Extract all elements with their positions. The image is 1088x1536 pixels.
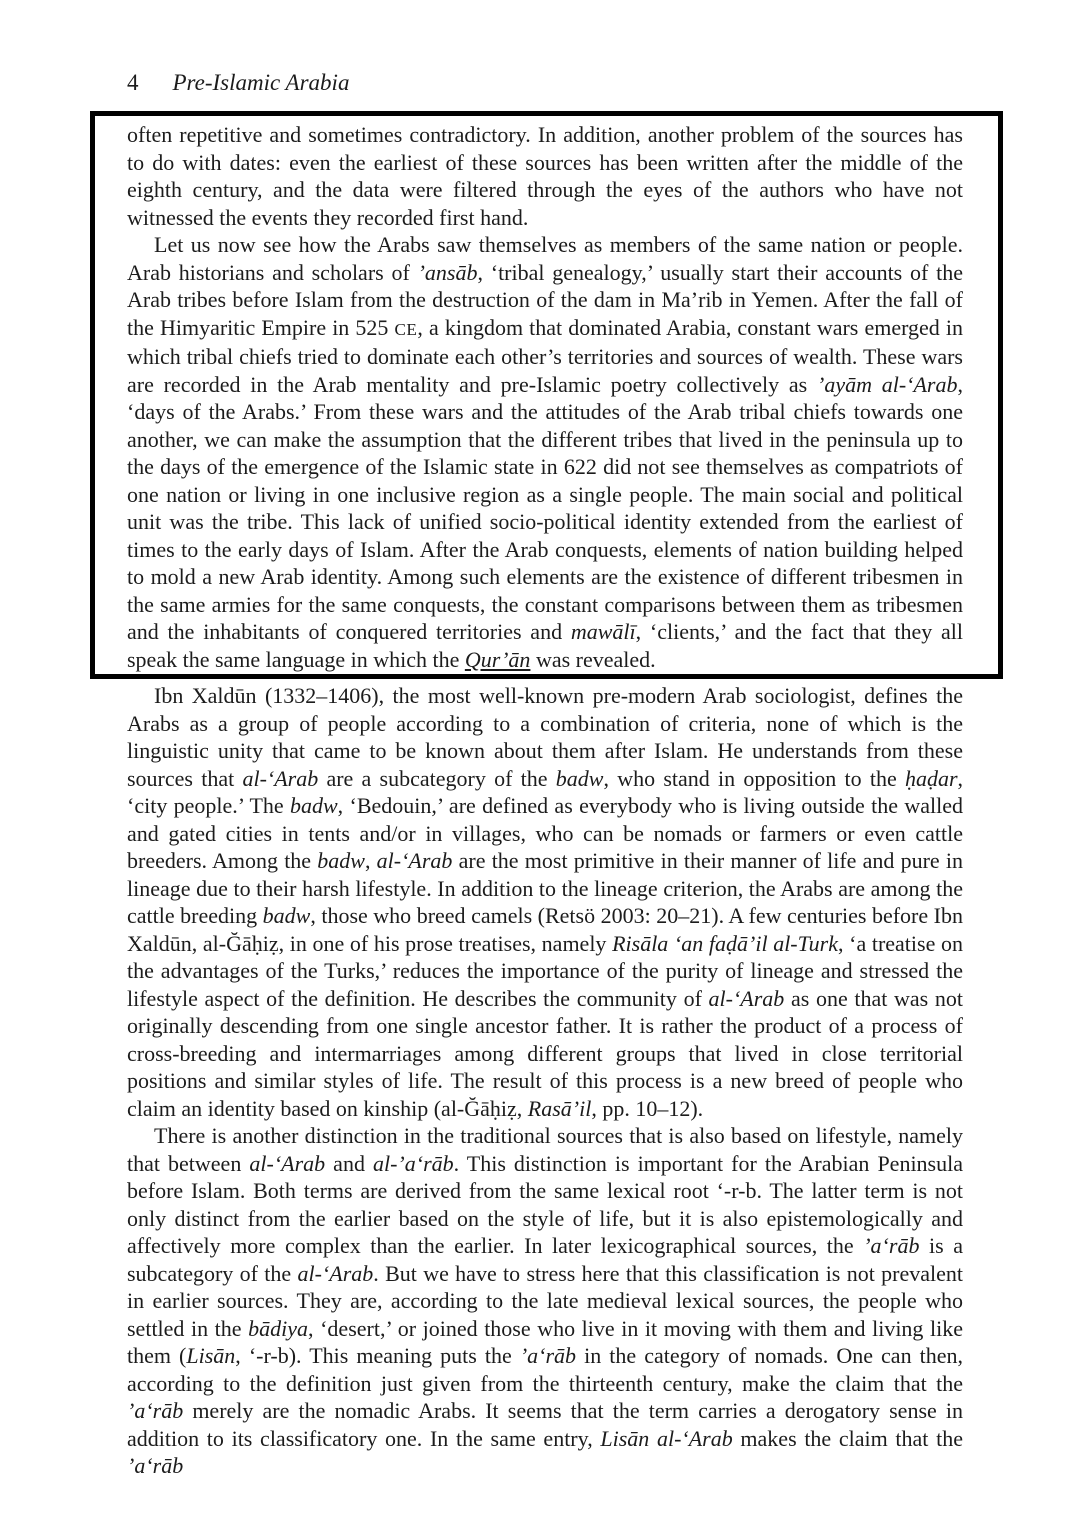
text-segment: badw [262, 903, 311, 928]
text-segment: , pp. 10–12). [591, 1095, 704, 1121]
text-segment: CE [394, 319, 418, 339]
text-segment: al-‘Arab [708, 985, 785, 1011]
text-segment: al-‘Arab [242, 765, 319, 791]
text-segment: as one that was not originally descending from one single ancestor father. It is rather the product of a process of cross-breeding and intermarriages among different groups that lived in close territorial positions and similar styles of life. The result of this process is a new breed of people who claim an identity based on kinship (al-Ğāḥiẓ, [127, 985, 963, 1121]
text-segment: badw [555, 765, 604, 791]
text-segment: Let us now see how the Arabs saw themselves as members of the same nation or people. Arab historians and scholars of [127, 232, 963, 285]
text-segment: , ‘city people.’ The [127, 765, 964, 818]
text-segment: ḥaḍar [904, 765, 958, 791]
text-segment: bādiya [248, 1315, 309, 1341]
text-segment: Qur’ān [464, 646, 531, 672]
main-text-block [90, 679, 1003, 1480]
text-segment: , ‘clients,’ and the fact that they all speak the same language in which the [127, 619, 963, 672]
text-segment: , [364, 848, 377, 873]
paragraph [127, 231, 963, 673]
text-segment: often repetitive and sometimes contradictory. In addition, another problem of the sources has to do with dates: even the earliest of these sources has been written after the middle of the eighth century, and the data were filtered through the eyes of the authors who have not witnessed the events they recorded first hand. [127, 122, 963, 230]
text-segment: is a subcategory of the [127, 1233, 963, 1286]
text-segment: merely are the nomadic Arabs. It seems that the term carries a derogatory sense in addition to its classificatory one. In the same entry, [127, 1398, 963, 1451]
text-segment: ’a‘rāb [127, 1398, 184, 1423]
text-segment: makes the claim that the [732, 1425, 963, 1451]
selection-rectangle [90, 111, 1003, 679]
running-title: Pre-Islamic Arabia [172, 70, 350, 95]
text-segment: ’a‘rāb [519, 1343, 577, 1368]
text-segment: , ‘tribal genealogy,’ usually start their accounts of the Arab tribes before Islam from the destruction of the dam in Ma’rib in Yemen. After the fall of the Himyaritic Empire in 525 [127, 259, 963, 340]
text-segment: ’a‘rāb [127, 1453, 184, 1478]
page-number: 4 [127, 70, 139, 95]
text-segment: , who stand in opposition to the [603, 765, 905, 791]
text-segment: , ‘desert,’ or joined those who live in it moving with them and living like them ( [127, 1315, 963, 1368]
text-segment: ’a‘rāb [863, 1233, 920, 1258]
text-segment: , a kingdom that dominated Arabia, constant wars emerged in which tribal chiefs tried to dominate each other’s territories and sources of wealth. These wars are recorded in the Arab mentality and pre-Islamic poetry collectively as [127, 314, 963, 397]
text-segment: was revealed. [530, 646, 656, 672]
text-segment: in the category of nomads. One can then, according to the definition just given from the thirteenth century, make the claim that the [127, 1343, 964, 1396]
text-segment: and [325, 1150, 373, 1176]
body-text-column [90, 111, 1003, 1480]
text-segment: al-‘Arab [376, 848, 453, 873]
text-segment: are a subcategory of the [318, 765, 556, 791]
paragraph [127, 121, 963, 231]
text-segment: Risāla ‘an faḍā’il al-Turk [612, 930, 838, 956]
text-segment: Rasā’il [527, 1095, 592, 1121]
text-segment: al-‘Arab [297, 1260, 374, 1286]
text-segment: . This distinction is important for the Arabian Peninsula before Islam. Both terms are derived from the same lexical root ‘-r-b. The latter term is not only distinct from the earlier based on the style of life, but it is also epistemologically and affectively more complex than the earlier. In later lexicographical sources, the [127, 1150, 963, 1258]
text-segment: al-’a‘rāb [372, 1150, 454, 1176]
text-segment: Ibn Xaldūn (1332–1406), the most well-known pre-modern Arab sociologist, defines the Arabs as a group of people according to a combination of criteria, none of which is the linguistic unity that came to be known about them after Islam. He understands from these sources that [127, 683, 963, 791]
text-segment: , ‘-r-b). This meaning puts the [235, 1343, 520, 1368]
text-segment: ’ansāb [417, 259, 478, 285]
running-header [127, 70, 349, 96]
paragraph [127, 1122, 963, 1480]
text-segment: al-‘Arab [249, 1150, 326, 1176]
paragraph [127, 682, 963, 1122]
text-segment: , ‘Bedouin,’ are defined as everybody who is living outside the walled and gated cities in tents and/or in villages, who can be nomads or farmers or even cattle breeders. Among the [127, 793, 963, 873]
text-segment: . But we have to stress here that this classification is not prevalent in earlier sources. They are, according to the late medieval lexical sources, the people who settled in the [127, 1260, 963, 1341]
text-segment: , ‘days of the Arabs.’ From these wars and the attitudes of the Arab tribal chiefs towards one another, we can make the assumption that the different tribes that lived in the peninsula up to the days of the emergence of the Islamic state in 622 did not see themselves as compatriots of one nation or living in one inclusive region as a single people. The main social and political unit was the tribe. This lack of unified socio-political identity extended from the earliest of times to the early days of Islam. After the Arab conquests, elements of nation building helped to mold a new Arab identity. Among such elements are the existence of different tribesmen in the same armies for the same conquests, the constant comparisons between them as tribesmen and the inhabitants of conquered territories and [127, 371, 963, 644]
text-segment: , those who breed camels (Retsö 2003: 20–21). A few centuries before Ibn Xaldūn, al-Ğāḥiẓ, in one of his prose treatises, namely [127, 903, 963, 956]
text-segment: badw [289, 793, 338, 818]
text-segment: There is another distinction in the traditional sources that is also based on lifestyle, namely that between [127, 1123, 963, 1176]
text-segment: mawālī [570, 619, 636, 644]
text-segment: badw [317, 848, 365, 873]
text-segment: , ‘a treatise on the advantages of the Turks,’ reduces the importance of the purity of lineage and stressed the lifestyle aspect of the definition. He describes the community of [127, 930, 963, 1011]
text-segment: are the most primitive in their manner of life and pure in lineage due to their harsh lifestyle. In addition to the lineage criterion, the Arabs are among the cattle breeding [127, 848, 964, 928]
text-segment: Lisān [186, 1343, 236, 1368]
text-segment: Lisān al-‘Arab [600, 1425, 733, 1451]
text-segment: ’ayām al-‘Arab [817, 371, 958, 397]
